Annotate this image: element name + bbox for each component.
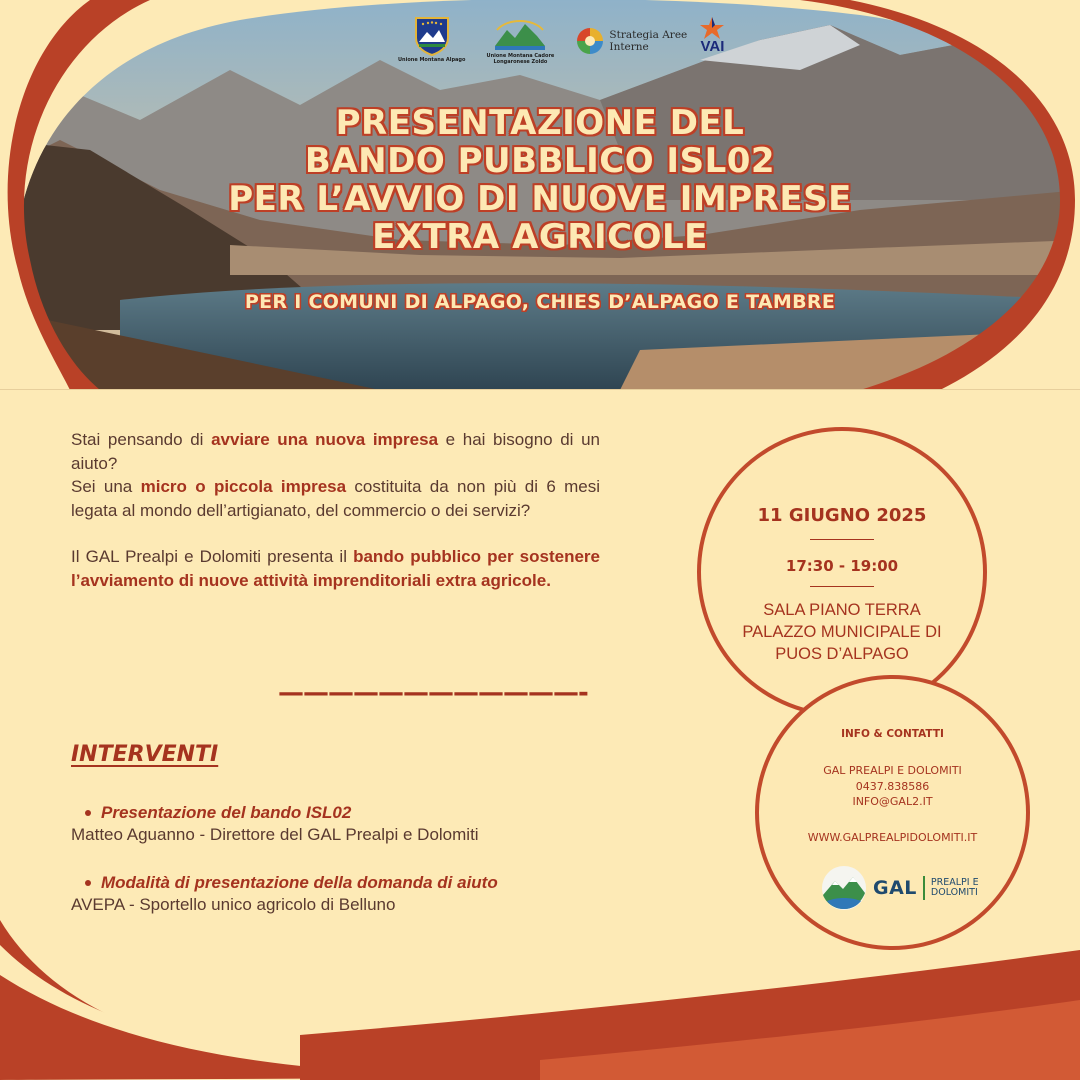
event-location: SALA PIANO TERRA PALAZZO MUNICIPALE DI PUOS D’ALPAGO [742,601,942,663]
title-line: BANDO PUBBLICO ISL02 [304,141,776,181]
event-time: 17:30 - 19:00 [785,557,899,575]
contact-org: GAL PREALPI E DOLOMITI [823,764,962,777]
section-divider: ————————————- [278,678,588,708]
logo-unione-alpago: Unione Montana Alpago [398,16,465,63]
title-line: PRESENTAZIONE DEL [335,103,745,143]
intro-question-2: Sei una micro o piccola impresa costituita da non più di 6 mesi legata al mondo dell’artigianato, del commercio o dei servizi? [71,477,600,520]
event-date: 11 GIUGNO 2025 [757,505,927,526]
shield-crest-icon [414,16,450,56]
gal-logo: GAL PREALPI E DOLOMITI [819,865,979,911]
gal-mountain-icon [819,865,869,911]
divider [810,586,874,587]
contact-phone[interactable]: 0437.838586 [855,779,930,793]
divider [810,539,874,540]
vai-star-icon [699,16,725,40]
contact-lines [759,763,1026,810]
speaker-name: Matteo Aguanno - Direttore del GAL Prealpi e Dolomiti [71,825,479,844]
partner-logos [398,16,725,65]
info-heading: INFO & CONTATTI [841,728,944,740]
page-subtitle: PER I COMUNI DI ALPAGO, CHIES D’ALPAGO E TAMBRE [244,291,836,313]
hero-divider [0,389,1080,390]
event-details [697,427,987,717]
logo-strategia-aree-interne: Strategia Aree Interne [575,26,687,56]
list-item: Presentazione del bando ISL02 Matteo Aguanno - Direttore del GAL Prealpi e Dolomiti [71,803,479,844]
logo-vai: VAI [699,16,725,55]
intro-paragraph: Il GAL Prealpi e Dolomiti presenta il bando pubblico per sostenere l’avviamento di nuove attività imprenditoriali extra agricole. [71,547,600,590]
strategia-aree-interne-icon [575,26,605,56]
bullet-icon [85,810,91,816]
list-item: Modalità di presentazione della domanda di aiuto AVEPA - Sportello unico agricolo di Belluno [71,873,498,914]
title-line: PER L’AVVIO DI NUOVE IMPRESE [228,179,852,219]
contact-email[interactable]: INFO@GAL2.IT [852,795,933,808]
logo-unione-cadore: Unione Montana Cadore Longaronese Zoldo [477,16,563,65]
interventi-heading: INTERVENTI [71,742,219,767]
website-link[interactable]: WWW.GALPREALPIDOLOMITI.IT [807,831,978,844]
hero-banner [0,0,1080,390]
intro-text [71,428,600,592]
speaker-name: AVEPA - Sportello unico agricolo di Belluno [71,895,396,914]
contact-info [755,675,1030,950]
intro-question-1: Stai pensando di avviare una nuova impresa e hai bisogno di un aiuto? [71,430,600,473]
mountain-lake-icon [493,16,547,52]
bullet-icon [85,880,91,886]
title-line: EXTRA AGRICOLE [372,217,708,257]
page-title [140,104,940,256]
